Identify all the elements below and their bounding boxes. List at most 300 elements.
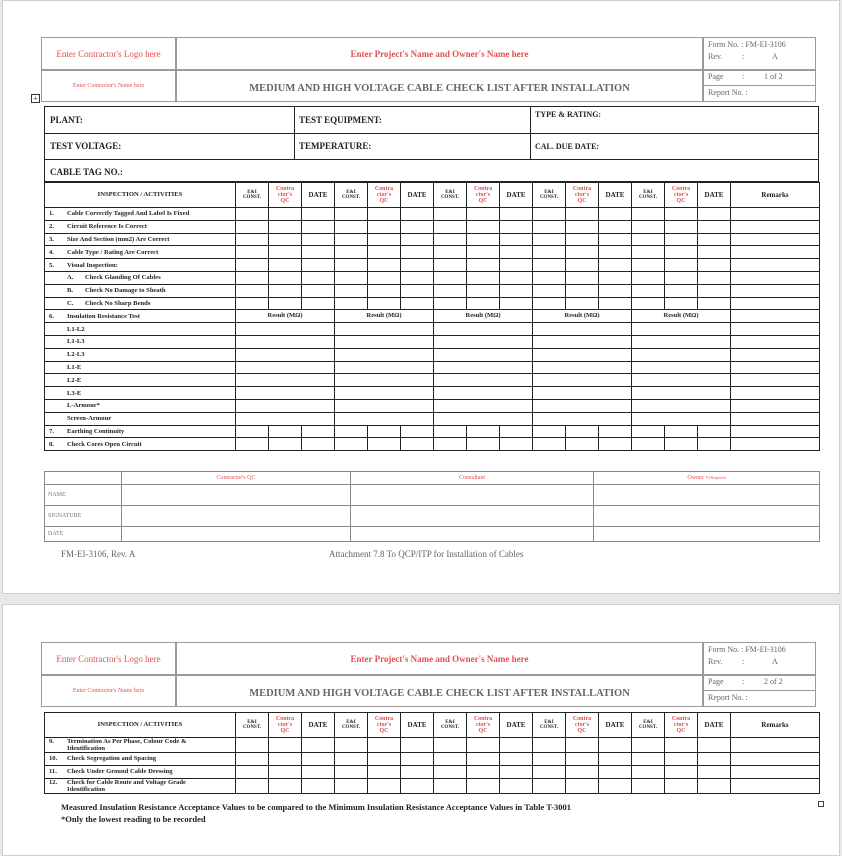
entry-cell[interactable]: [698, 271, 731, 284]
entry-cell[interactable]: [698, 438, 731, 451]
entry-cell[interactable]: [665, 208, 698, 221]
owner-name-field[interactable]: [594, 485, 820, 506]
p2-entry-cell[interactable]: [368, 738, 401, 753]
entry-cell[interactable]: [566, 246, 599, 259]
entry-cell[interactable]: [269, 438, 302, 451]
p2-entry-cell[interactable]: [566, 753, 599, 766]
p2-entry-cell[interactable]: [500, 753, 533, 766]
entry-cell[interactable]: [566, 233, 599, 246]
qc-text: QC: [280, 198, 290, 205]
entry-cell[interactable]: [269, 208, 302, 221]
entry-cell[interactable]: [368, 271, 401, 284]
entry-cell[interactable]: [335, 246, 368, 259]
entry-cell[interactable]: [533, 233, 566, 246]
entry-cell[interactable]: [632, 259, 665, 272]
p2-entry-cell[interactable]: [500, 738, 533, 753]
entry-cell[interactable]: [434, 208, 467, 221]
result-cell[interactable]: [236, 387, 335, 400]
result-cell[interactable]: [335, 361, 434, 374]
result-cell[interactable]: [335, 374, 434, 387]
entry-cell[interactable]: [566, 208, 599, 221]
entry-cell[interactable]: [500, 259, 533, 272]
result-cell[interactable]: [632, 348, 731, 361]
result-cell[interactable]: [236, 361, 335, 374]
p2-entry-cell[interactable]: [665, 765, 698, 778]
p2-entry-cell[interactable]: [401, 778, 434, 793]
entry-cell[interactable]: [236, 297, 269, 310]
entry-cell[interactable]: [269, 259, 302, 272]
p2-entry-cell[interactable]: [698, 765, 731, 778]
entry-cell[interactable]: [731, 438, 820, 451]
entry-cell[interactable]: [467, 208, 500, 221]
entry-cell[interactable]: [566, 425, 599, 438]
entry-cell[interactable]: [467, 259, 500, 272]
p2-entry-cell[interactable]: [731, 778, 820, 793]
entry-cell[interactable]: [533, 297, 566, 310]
entry-cell[interactable]: [599, 271, 632, 284]
entry-cell[interactable]: [500, 425, 533, 438]
p2-item-number: 9.: [49, 738, 54, 745]
entry-cell[interactable]: [599, 233, 632, 246]
contractor-signature-field[interactable]: [122, 506, 351, 527]
entry-cell[interactable]: [665, 220, 698, 233]
entry-cell[interactable]: [236, 233, 269, 246]
entry-cell[interactable]: [368, 233, 401, 246]
entry-cell[interactable]: [269, 246, 302, 259]
entry-cell[interactable]: [302, 233, 335, 246]
entry-cell[interactable]: [467, 271, 500, 284]
entry-cell[interactable]: [731, 208, 820, 221]
p2-entry-cell[interactable]: [467, 778, 500, 793]
p2-entry-cell[interactable]: [302, 738, 335, 753]
p2-entry-cell[interactable]: [566, 738, 599, 753]
entry-cell[interactable]: [302, 438, 335, 451]
entry-cell[interactable]: [566, 297, 599, 310]
entry-cell[interactable]: [731, 425, 820, 438]
result-cell[interactable]: [335, 412, 434, 425]
p2-entry-cell[interactable]: [698, 753, 731, 766]
result-cell[interactable]: [335, 335, 434, 348]
entry-cell[interactable]: [302, 271, 335, 284]
p2-entry-cell[interactable]: [335, 778, 368, 793]
remarks-cell[interactable]: [731, 361, 820, 374]
entry-cell[interactable]: [368, 284, 401, 297]
project-name-placeholder-p2[interactable]: [176, 642, 703, 675]
result-cell[interactable]: [632, 387, 731, 400]
entry-cell[interactable]: [467, 297, 500, 310]
remarks-cell[interactable]: [731, 310, 820, 323]
contractor-name-placeholder[interactable]: [41, 70, 176, 102]
result-cell[interactable]: [533, 335, 632, 348]
p2-entry-cell[interactable]: [533, 778, 566, 793]
result-cell[interactable]: [335, 387, 434, 400]
result-cell[interactable]: [434, 335, 533, 348]
entry-cell[interactable]: [302, 297, 335, 310]
result-cell[interactable]: [632, 374, 731, 387]
result-cell[interactable]: [632, 399, 731, 412]
result-cell[interactable]: [236, 374, 335, 387]
info-block: [44, 106, 819, 182]
p2-entry-cell[interactable]: [632, 753, 665, 766]
result-cell[interactable]: [533, 361, 632, 374]
p2-entry-cell[interactable]: [731, 738, 820, 753]
p2-entry-cell[interactable]: [335, 765, 368, 778]
p2-entry-cell[interactable]: [302, 765, 335, 778]
entry-cell[interactable]: [698, 284, 731, 297]
entry-cell[interactable]: [533, 425, 566, 438]
contractor-logo-placeholder-p2[interactable]: [41, 642, 176, 675]
ctors-text: ctor's: [673, 191, 689, 198]
p2-entry-cell[interactable]: [533, 738, 566, 753]
p2-entry-cell[interactable]: [236, 778, 269, 793]
p2-entry-cell[interactable]: [731, 765, 820, 778]
entry-cell[interactable]: [632, 297, 665, 310]
entry-cell[interactable]: [731, 233, 820, 246]
entry-cell[interactable]: [731, 284, 820, 297]
entry-cell[interactable]: [500, 284, 533, 297]
p2-entry-cell[interactable]: [533, 753, 566, 766]
entry-cell[interactable]: [467, 246, 500, 259]
entry-cell[interactable]: [434, 284, 467, 297]
result-cell[interactable]: [434, 323, 533, 336]
entry-cell[interactable]: [731, 259, 820, 272]
entry-cell[interactable]: [236, 284, 269, 297]
table-move-handle-icon[interactable]: +: [31, 94, 40, 103]
entry-cell[interactable]: [302, 425, 335, 438]
ir-label: L-Armour*: [45, 399, 236, 412]
entry-cell[interactable]: [533, 271, 566, 284]
p2-entry-cell[interactable]: [632, 778, 665, 793]
entry-cell[interactable]: [566, 284, 599, 297]
consultant-signature-field[interactable]: [351, 506, 594, 527]
entry-cell[interactable]: [632, 246, 665, 259]
p2-entry-cell[interactable]: [434, 753, 467, 766]
entry-cell[interactable]: [698, 297, 731, 310]
entry-cell[interactable]: [269, 271, 302, 284]
entry-cell[interactable]: [731, 246, 820, 259]
entry-cell[interactable]: [500, 438, 533, 451]
entry-cell[interactable]: [599, 220, 632, 233]
p2-entry-cell[interactable]: [533, 765, 566, 778]
p2-entry-cell[interactable]: [566, 765, 599, 778]
remarks-cell[interactable]: [731, 412, 820, 425]
result-cell[interactable]: [335, 323, 434, 336]
result-cell[interactable]: [434, 399, 533, 412]
entry-cell[interactable]: [236, 438, 269, 451]
p2-entry-cell[interactable]: [335, 738, 368, 753]
result-cell[interactable]: [533, 374, 632, 387]
p2-entry-cell[interactable]: [566, 778, 599, 793]
entry-cell[interactable]: [500, 271, 533, 284]
entry-cell[interactable]: [467, 220, 500, 233]
entry-cell[interactable]: [335, 220, 368, 233]
entry-cell[interactable]: [533, 246, 566, 259]
result-cell[interactable]: [533, 412, 632, 425]
p2-entry-cell[interactable]: [599, 765, 632, 778]
entry-cell[interactable]: [566, 220, 599, 233]
result-cell[interactable]: [236, 335, 335, 348]
result-cell[interactable]: [236, 412, 335, 425]
entry-cell[interactable]: [698, 220, 731, 233]
result-cell[interactable]: [236, 399, 335, 412]
entry-cell[interactable]: [665, 246, 698, 259]
result-cell[interactable]: [434, 387, 533, 400]
entry-cell[interactable]: [632, 233, 665, 246]
entry-cell[interactable]: [368, 425, 401, 438]
entry-cell[interactable]: [533, 220, 566, 233]
entry-cell[interactable]: [434, 425, 467, 438]
entry-cell[interactable]: [665, 297, 698, 310]
p2-entry-cell[interactable]: [335, 753, 368, 766]
result-cell[interactable]: [236, 323, 335, 336]
p2-entry-cell[interactable]: [500, 778, 533, 793]
entry-cell[interactable]: [236, 425, 269, 438]
entry-cell[interactable]: [401, 208, 434, 221]
entry-cell[interactable]: [236, 271, 269, 284]
entry-cell[interactable]: [368, 259, 401, 272]
remarks-cell[interactable]: [731, 387, 820, 400]
entry-cell[interactable]: [731, 297, 820, 310]
p2-entry-cell[interactable]: [434, 778, 467, 793]
p2-entry-cell[interactable]: [632, 765, 665, 778]
result-cell[interactable]: [533, 399, 632, 412]
entry-cell[interactable]: [665, 271, 698, 284]
contractor-date-field[interactable]: [122, 527, 351, 542]
entry-cell[interactable]: [467, 425, 500, 438]
remarks-cell[interactable]: [731, 374, 820, 387]
result-cell[interactable]: [533, 387, 632, 400]
result-cell[interactable]: [335, 399, 434, 412]
entry-cell[interactable]: [236, 246, 269, 259]
entry-cell[interactable]: [566, 438, 599, 451]
entry-cell[interactable]: [599, 425, 632, 438]
p2-entry-cell[interactable]: [599, 778, 632, 793]
p2-entry-cell[interactable]: [467, 753, 500, 766]
entry-cell[interactable]: [500, 220, 533, 233]
entry-cell[interactable]: [401, 233, 434, 246]
entry-cell[interactable]: [698, 425, 731, 438]
entry-cell[interactable]: [269, 220, 302, 233]
entry-cell[interactable]: [632, 438, 665, 451]
p2-entry-cell[interactable]: [401, 753, 434, 766]
p2-entry-cell[interactable]: [302, 753, 335, 766]
entry-cell[interactable]: [500, 297, 533, 310]
result-cell[interactable]: [434, 348, 533, 361]
entry-cell[interactable]: [401, 220, 434, 233]
entry-cell[interactable]: [665, 438, 698, 451]
p2-entry-cell[interactable]: [401, 738, 434, 753]
p2-entry-cell[interactable]: [731, 753, 820, 766]
entry-cell[interactable]: [566, 259, 599, 272]
p2-entry-cell[interactable]: [302, 778, 335, 793]
entry-cell[interactable]: [533, 208, 566, 221]
entry-cell[interactable]: [368, 438, 401, 451]
entry-cell[interactable]: [302, 284, 335, 297]
p2-entry-cell[interactable]: [665, 778, 698, 793]
item-row: [45, 425, 820, 438]
result-cell[interactable]: [632, 412, 731, 425]
p2-entry-cell[interactable]: [236, 753, 269, 766]
p2-entry-cell[interactable]: [665, 753, 698, 766]
entry-cell[interactable]: [434, 438, 467, 451]
entry-cell[interactable]: [665, 233, 698, 246]
consultant-date-field[interactable]: [351, 527, 594, 542]
entry-cell[interactable]: [665, 259, 698, 272]
entry-cell[interactable]: [302, 246, 335, 259]
entry-cell[interactable]: [731, 220, 820, 233]
p2-entry-cell[interactable]: [665, 738, 698, 753]
entry-cell[interactable]: [467, 233, 500, 246]
p2-entry-cell[interactable]: [632, 738, 665, 753]
p2-entry-cell[interactable]: [467, 765, 500, 778]
contractor-qc-col-header: [368, 183, 401, 208]
entry-cell[interactable]: [401, 284, 434, 297]
p2-entry-cell[interactable]: [368, 753, 401, 766]
entry-cell[interactable]: [632, 271, 665, 284]
entry-cell[interactable]: [269, 233, 302, 246]
result-cell[interactable]: [632, 361, 731, 374]
entry-cell[interactable]: [335, 208, 368, 221]
entry-cell[interactable]: [467, 284, 500, 297]
result-cell[interactable]: [434, 412, 533, 425]
entry-cell[interactable]: [566, 271, 599, 284]
owner-date-field[interactable]: [594, 527, 820, 542]
entry-cell[interactable]: [302, 259, 335, 272]
entry-cell[interactable]: [665, 425, 698, 438]
entry-cell[interactable]: [368, 220, 401, 233]
result-cell[interactable]: [533, 323, 632, 336]
item-row: [45, 297, 820, 310]
entry-cell[interactable]: [335, 284, 368, 297]
resize-handle-icon[interactable]: [818, 801, 824, 807]
entry-cell[interactable]: [401, 246, 434, 259]
entry-cell[interactable]: [335, 438, 368, 451]
entry-cell[interactable]: [434, 297, 467, 310]
entry-cell[interactable]: [434, 233, 467, 246]
entry-cell[interactable]: [599, 438, 632, 451]
p2-entry-cell[interactable]: [368, 765, 401, 778]
entry-cell[interactable]: [698, 233, 731, 246]
entry-cell[interactable]: [236, 220, 269, 233]
entry-cell[interactable]: [401, 271, 434, 284]
result-cell[interactable]: [632, 335, 731, 348]
entry-cell[interactable]: [467, 438, 500, 451]
project-name-placeholder[interactable]: [176, 37, 703, 70]
item-row: [45, 438, 820, 451]
entry-cell[interactable]: [335, 259, 368, 272]
entry-cell[interactable]: [434, 259, 467, 272]
entry-cell[interactable]: [335, 233, 368, 246]
entry-cell[interactable]: [500, 233, 533, 246]
contractor-logo-placeholder[interactable]: [41, 37, 176, 70]
p2-entry-cell[interactable]: [434, 738, 467, 753]
entry-cell[interactable]: [533, 438, 566, 451]
entry-cell[interactable]: [632, 208, 665, 221]
p2-entry-cell[interactable]: [599, 753, 632, 766]
p2-entry-cell[interactable]: [698, 778, 731, 793]
entry-cell[interactable]: [434, 246, 467, 259]
p2-entry-cell[interactable]: [236, 738, 269, 753]
p2-entry-cell[interactable]: [269, 753, 302, 766]
p2-entry-cell[interactable]: [500, 765, 533, 778]
remarks-cell[interactable]: [731, 335, 820, 348]
p2-entry-cell[interactable]: [599, 738, 632, 753]
entry-cell[interactable]: [599, 246, 632, 259]
entry-cell[interactable]: [236, 259, 269, 272]
entry-cell[interactable]: [401, 297, 434, 310]
entry-cell[interactable]: [401, 425, 434, 438]
entry-cell[interactable]: [599, 284, 632, 297]
owner-signature-field[interactable]: [594, 506, 820, 527]
p2-entry-cell[interactable]: [368, 778, 401, 793]
p2-entry-cell[interactable]: [269, 778, 302, 793]
entry-cell[interactable]: [269, 284, 302, 297]
entry-cell[interactable]: [368, 246, 401, 259]
entry-cell[interactable]: [269, 425, 302, 438]
entry-cell[interactable]: [269, 297, 302, 310]
entry-cell[interactable]: [599, 259, 632, 272]
result-cell[interactable]: [533, 348, 632, 361]
entry-cell[interactable]: [401, 438, 434, 451]
consultant-name-field[interactable]: [351, 485, 594, 506]
p2-entry-cell[interactable]: [269, 738, 302, 753]
entry-cell[interactable]: [533, 284, 566, 297]
p2-entry-cell[interactable]: [401, 765, 434, 778]
entry-cell[interactable]: [302, 208, 335, 221]
result-cell[interactable]: [632, 323, 731, 336]
entry-cell[interactable]: [632, 425, 665, 438]
entry-cell[interactable]: [368, 297, 401, 310]
entry-cell[interactable]: [698, 246, 731, 259]
p2-entry-cell[interactable]: [434, 765, 467, 778]
entry-cell[interactable]: [632, 220, 665, 233]
contractor-name-field[interactable]: [122, 485, 351, 506]
result-cell[interactable]: [434, 361, 533, 374]
result-cell[interactable]: [335, 348, 434, 361]
result-cell[interactable]: [434, 374, 533, 387]
entry-cell[interactable]: [335, 271, 368, 284]
entry-cell[interactable]: [500, 208, 533, 221]
entry-cell[interactable]: [401, 259, 434, 272]
entry-cell[interactable]: [698, 208, 731, 221]
contractor-name-placeholder-p2[interactable]: [41, 675, 176, 707]
entry-cell[interactable]: [665, 284, 698, 297]
p2-entry-cell[interactable]: [698, 738, 731, 753]
entry-cell[interactable]: [368, 208, 401, 221]
entry-cell[interactable]: [599, 208, 632, 221]
result-cell[interactable]: [236, 348, 335, 361]
p2-entry-cell[interactable]: [236, 765, 269, 778]
entry-cell[interactable]: [632, 284, 665, 297]
p2-entry-cell[interactable]: [269, 765, 302, 778]
entry-cell[interactable]: [500, 246, 533, 259]
entry-cell[interactable]: [302, 220, 335, 233]
entry-cell[interactable]: [434, 271, 467, 284]
entry-cell[interactable]: [335, 297, 368, 310]
entry-cell[interactable]: [698, 259, 731, 272]
entry-cell[interactable]: [236, 208, 269, 221]
rev-label-p2: Rev.: [708, 657, 723, 666]
p2-entry-cell[interactable]: [467, 738, 500, 753]
entry-cell[interactable]: [434, 220, 467, 233]
entry-cell[interactable]: [731, 271, 820, 284]
remarks-cell[interactable]: [731, 323, 820, 336]
entry-cell[interactable]: [335, 425, 368, 438]
entry-cell[interactable]: [533, 259, 566, 272]
entry-cell[interactable]: [599, 297, 632, 310]
remarks-cell[interactable]: [731, 399, 820, 412]
remarks-cell[interactable]: [731, 348, 820, 361]
